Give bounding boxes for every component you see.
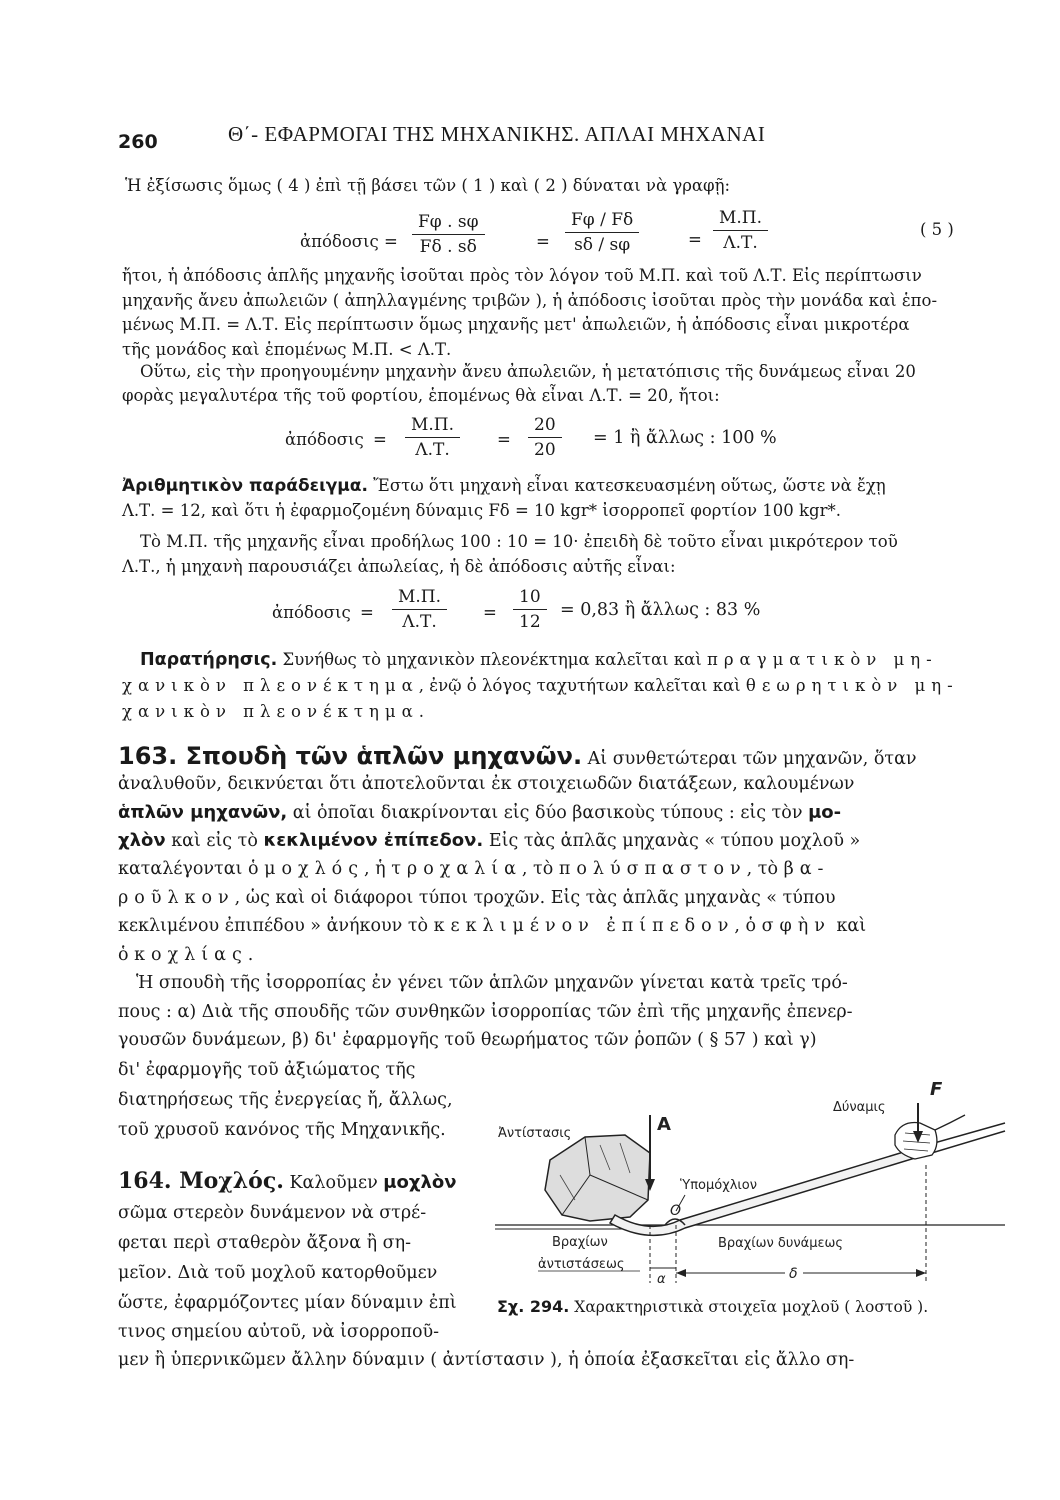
running-header: Θ΄- ΕΦΑΡΜΟΓΑΙ ΤΗΣ ΜΗΧΑΝΙΚΗΣ. ΑΠΛΑΙ ΜΗΧΑΝΑΙ: [228, 122, 766, 146]
remark-line-2: [122, 676, 959, 695]
s164-bold-1: μοχλὸν: [383, 1172, 457, 1193]
eq5-lhs: ἀπόδοσις: [300, 232, 379, 251]
s163-text-5a: καταλέγονται ὁ: [118, 859, 265, 879]
eq5-equals-3: =: [688, 230, 702, 249]
s163-line-2: ἀναλυθοῦν, δεικνύεται ὅτι ἀποτελοῦνται ἐκ στοιχειωδῶν διατάξεων, καλουμένων: [118, 774, 855, 794]
lever-figure: [490, 1075, 1010, 1325]
remark-text-1: Συνήθως τὸ μηχανικὸν πλεονέκτημα καλεῖται καὶ: [277, 650, 708, 669]
eq6-fraction-2: [528, 415, 562, 460]
eq6-equals-1: =: [373, 430, 387, 449]
s163-p2-line-3: γουσῶν δυνάμεων, β) δι' ἐφαρμογῆς τοῦ θεωρήματος τῶν ῥοπῶν ( § 57 ) καὶ γ): [118, 1030, 817, 1050]
s163-spaced-7b: κεκλιμένον ἐπίπεδον: [433, 916, 735, 936]
s164-heading: 164. Μοχλός.: [118, 1168, 284, 1194]
figure-caption: [497, 1297, 928, 1316]
s163-text-7c: , ὁ: [734, 916, 762, 936]
s163-text-8a: ὁ: [118, 945, 135, 965]
s163-text-6b: , ὡς καὶ οἱ διάφοροι τύποι τροχῶν. Εἰς τὰς ἁπλᾶς μηχανὰς « τύπου: [234, 888, 836, 908]
page-number: 260: [118, 131, 158, 153]
eq7-f1-num: Μ.Π.: [392, 587, 447, 610]
para1-line-2: μηχανῆς ἄνευ ἀπωλειῶν ( ἀπηλλαγμένης τριβῶν ), ἡ ἀπόδοσις ἰσοῦται πρὸς τὴν μονάδα καὶ ἑπο-: [122, 291, 938, 310]
eq7-f2-num: 10: [513, 587, 547, 610]
arm-force-label: Βραχίων δυνάμεως: [718, 1236, 844, 1251]
remark-text-2: , ἐνῷ ὁ λόγος ταχυτήτων καλεῖται καὶ: [418, 676, 746, 695]
eq6-f1-den: Λ.Τ.: [415, 440, 450, 460]
example-line-2: Λ.Τ. = 12, καὶ ὅτι ἡ ἐφαρμοζομένη δύναμις Fδ = 10 kgr* ἰσορροπεῖ φορτίον 100 kgr*.: [122, 501, 841, 520]
s163-text-3: αἱ ὁποῖαι διακρίνονται εἰς δύο βασικοὺς τύπους : εἰς τὸν: [287, 803, 809, 823]
s163-line-8: [118, 945, 253, 965]
s163-p2-line-4: δι' ἐφαρμογῆς τοῦ ἀξιώματος τῆς: [118, 1060, 416, 1080]
remark-spaced-1: πραγματικὸν μη-: [707, 650, 938, 669]
eq7-fraction-2: [513, 587, 547, 632]
s163-text-1: Αἱ συνθετώτεραι τῶν μηχανῶν, ὅταν: [582, 749, 917, 769]
s163-text-5e: , τὸ: [521, 859, 559, 879]
s163-p2-line-5: διατηρήσεως τῆς ἐνεργείας ἤ, ἄλλως,: [118, 1090, 453, 1110]
figure-caption-text: Χαρακτηριστικὰ στοιχεῖα μοχλοῦ ( λοστοῦ ).: [569, 1298, 929, 1316]
s163-spaced-5d: τροχαλία: [391, 859, 522, 879]
para1-line-1: ἤτοι, ἡ ἀπόδοσις ἁπλῆς μηχανῆς ἰσοῦται πρὸς τὸν λόγον τοῦ Μ.Π. καὶ τοῦ Λ.Τ. Εἰς περίπτωσιν: [122, 266, 922, 285]
s163-bold-2: μο-: [808, 802, 842, 823]
eq5-f3-den: Λ.Τ.: [723, 233, 758, 253]
remark-heading: Παρατήρησις.: [140, 650, 278, 670]
arm-resistance-label-2: ἀντιστάσεως: [538, 1257, 625, 1272]
s163-text-7a: κεκλιμένου ἐπιπέδου » ἀνήκουν τὸ: [118, 916, 434, 936]
s163-text-4b: Εἰς τὰς ἁπλᾶς μηχανὰς « τύπου μοχλοῦ »: [483, 831, 861, 851]
fulcrum-label-O: O: [670, 1203, 682, 1219]
lever-bar: [610, 1147, 925, 1235]
s164-line-3: φεται περὶ σταθερὸν ἄξονα ἢ ση-: [118, 1233, 411, 1253]
s163-bold-1: ἁπλῶν μηχανῶν,: [118, 802, 288, 823]
s163-text-7e: καὶ: [830, 916, 867, 936]
delta-label: δ: [789, 1266, 798, 1282]
s163-p2-line-1: Ἡ σπουδὴ τῆς ἰσορροπίας ἐν γένει τῶν ἁπλῶν μηχανῶν γίνεται κατὰ τρεῖς τρό-: [136, 973, 848, 993]
remark-spaced-2: χανικὸν πλεονέκτημα: [122, 676, 419, 695]
eq7-lhs: ἀπόδοσις: [272, 603, 351, 622]
para1-line-3: μένως Μ.Π. = Λ.Τ. Εἰς περίπτωσιν ὅμως μηχανῆς μετ' ἀπωλειῶν, ἡ ἀπόδοσις εἶναι μικροτέρα: [122, 315, 910, 334]
eq5-f3-num: Μ.Π.: [713, 208, 768, 231]
example-heading: Ἀριθμητικὸν παράδειγμα.: [122, 476, 368, 496]
rock-resistance: [545, 1135, 650, 1221]
eq7-f2-den: 12: [519, 612, 541, 632]
eq7-f1-den: Λ.Τ.: [402, 612, 437, 632]
force-label: Δύναμις: [833, 1100, 886, 1115]
eq7-equals-1: =: [360, 603, 374, 622]
s163-bold-4: κεκλιμένον ἐπίπεδον.: [263, 830, 484, 851]
s164-line-6: τινος σημείου αὐτοῦ, νὰ ἰσορροποῦ-: [118, 1322, 440, 1342]
s163-text-4a: καὶ εἰς τὸ: [165, 831, 264, 851]
eq6-f2-den: 20: [534, 440, 556, 460]
eq5-f2-den: sδ / sφ: [574, 235, 631, 255]
eq5-f2-num: Fφ / Fδ: [565, 210, 639, 233]
s164-line-4: μεῖον. Διὰ τοῦ μοχλοῦ κατορθοῦμεν: [118, 1263, 438, 1283]
delta-arrow-right: [916, 1269, 926, 1277]
s163-spaced-8b: κοχλίας: [134, 945, 248, 965]
remark-spaced-3: θεωρητικὸν μη-: [745, 676, 959, 695]
s163-line-1: [118, 742, 917, 770]
resistance-label: Ἀντίστασις: [498, 1126, 572, 1141]
para2-line-2: φορὰς μεγαλυτέρα τῆς τοῦ φορτίου, ἑπομένως θὰ εἶναι Λ.Τ. = 20, ἤτοι:: [122, 386, 720, 405]
eq7-result: = 0,83 ἢ ἄλλως : 83 %: [560, 600, 761, 620]
fulcrum-label: Ὑπομόχλιον: [680, 1178, 758, 1193]
para1-line-4: τῆς μονάδος καὶ ἑπομένως Μ.Π. < Λ.Τ.: [122, 340, 452, 359]
s164-text-1: Καλοῦμεν: [283, 1173, 384, 1193]
eq5-fraction-1: [412, 212, 485, 257]
eq6-f1-num: Μ.Π.: [405, 415, 460, 438]
s163-bold-3: χλὸν: [118, 830, 166, 851]
s163-spaced-6a: ροῦλκον: [118, 888, 235, 908]
eq6-lhs: ἀπόδοσις: [285, 430, 364, 449]
s163-line-5: [118, 859, 829, 879]
example-line-1-text: Ἔστω ὅτι μηχανὴ εἶναι κατεσκευασμένη οὕτως, ὥστε νὰ ἔχῃ: [367, 476, 886, 495]
eq5-fraction-3: [713, 208, 768, 253]
eq7-fraction-1: [392, 587, 447, 632]
s163-line-3: [118, 802, 841, 823]
delta-arrow-left: [676, 1269, 686, 1277]
eq6-f2-num: 20: [528, 415, 562, 438]
eq5-equals-1: =: [384, 232, 398, 251]
eq6-fraction-1: [405, 415, 460, 460]
eq6-result: = 1 ἢ ἄλλως : 100 %: [593, 428, 777, 448]
s163-line-4: [118, 830, 860, 851]
s163-line-6: [118, 888, 836, 908]
arm-resistance-label-1: Βραχίων: [552, 1235, 608, 1250]
s163-heading: 163. Σπουδὴ τῶν ἁπλῶν μηχανῶν.: [118, 742, 583, 770]
resistance-label-A: A: [657, 1114, 671, 1135]
eq5-intro: Ἡ ἐξίσωσις ὅμως ( 4 ) ἐπὶ τῇ βάσει τῶν ( 1 ) καὶ ( 2 ) δύναται νὰ γραφῇ:: [125, 176, 731, 195]
eq5-number: ( 5 ): [920, 220, 954, 239]
eq5-fraction-2: [565, 210, 639, 255]
s163-p2-line-2: πους : α) Διὰ τῆς σπουδῆς τῶν συνθηκῶν ἰσορροπίας τῶν ἐπὶ τῆς μηχανῆς ἐπενερ-: [118, 1002, 853, 1022]
example-line-4: Λ.Τ., ἡ μηχανὴ παρουσιάζει ἀπωλείας, ἡ δὲ ἀπόδοσις αὐτῆς εἶναι:: [122, 557, 676, 576]
s164-line-2: σῶμα στερεὸν δυνάμενον νὰ στρέ-: [118, 1203, 427, 1223]
s163-text-5c: , ἡ: [364, 859, 392, 879]
remark-line-1: [140, 650, 938, 670]
eq6-equals-2: =: [497, 430, 511, 449]
eq5-f1-den: Fδ . sδ: [419, 237, 477, 257]
alpha-label: α: [657, 1272, 666, 1287]
s163-spaced-5f: πολύσπαστον: [558, 859, 747, 879]
remark-line-3: χανικὸν πλεονέκτημα.: [122, 702, 430, 721]
s163-text-8c: .: [247, 945, 254, 965]
figure-caption-number: Σχ. 294.: [497, 1297, 570, 1316]
s164-line-7: μεν ἢ ὑπερνικῶμεν ἄλλην δύναμιν ( ἀντίστασιν ), ἡ ὁποία ἐξασκεῖται εἰς ἄλλο ση-: [118, 1350, 855, 1370]
s164-line-1: [118, 1168, 457, 1194]
s163-spaced-7d: σφὴν: [761, 916, 831, 936]
s163-spaced-5b: μοχλός: [264, 859, 365, 879]
example-line-1: [122, 476, 886, 496]
s163-line-7: [118, 916, 866, 936]
eq5-f1-num: Fφ . sφ: [412, 212, 485, 235]
s163-spaced-5h: βα-: [783, 859, 830, 879]
eq7-equals-2: =: [483, 603, 497, 622]
s163-text-5g: , τὸ: [746, 859, 784, 879]
para2-line-1: Οὕτω, εἰς τὴν προηγουμένην μηχανὴν ἄνευ ἀπωλειῶν, ἡ μετατόπισις τῆς δυνάμεως εἶναι 20: [140, 362, 916, 381]
force-label-F: F: [930, 1079, 943, 1100]
eq5-equals-2: =: [536, 232, 550, 251]
example-line-3: Τὸ Μ.Π. τῆς μηχανῆς εἶναι προδήλως 100 : 10 = 10· ἐπειδὴ δὲ τοῦτο εἶναι μικρότερον τοῦ: [140, 532, 898, 551]
s164-line-5: ὥστε, ἐφαρμόζοντες μίαν δύναμιν ἐπὶ: [118, 1293, 457, 1313]
s163-p2-line-6: τοῦ χρυσοῦ κανόνος τῆς Μηχανικῆς.: [118, 1120, 446, 1140]
